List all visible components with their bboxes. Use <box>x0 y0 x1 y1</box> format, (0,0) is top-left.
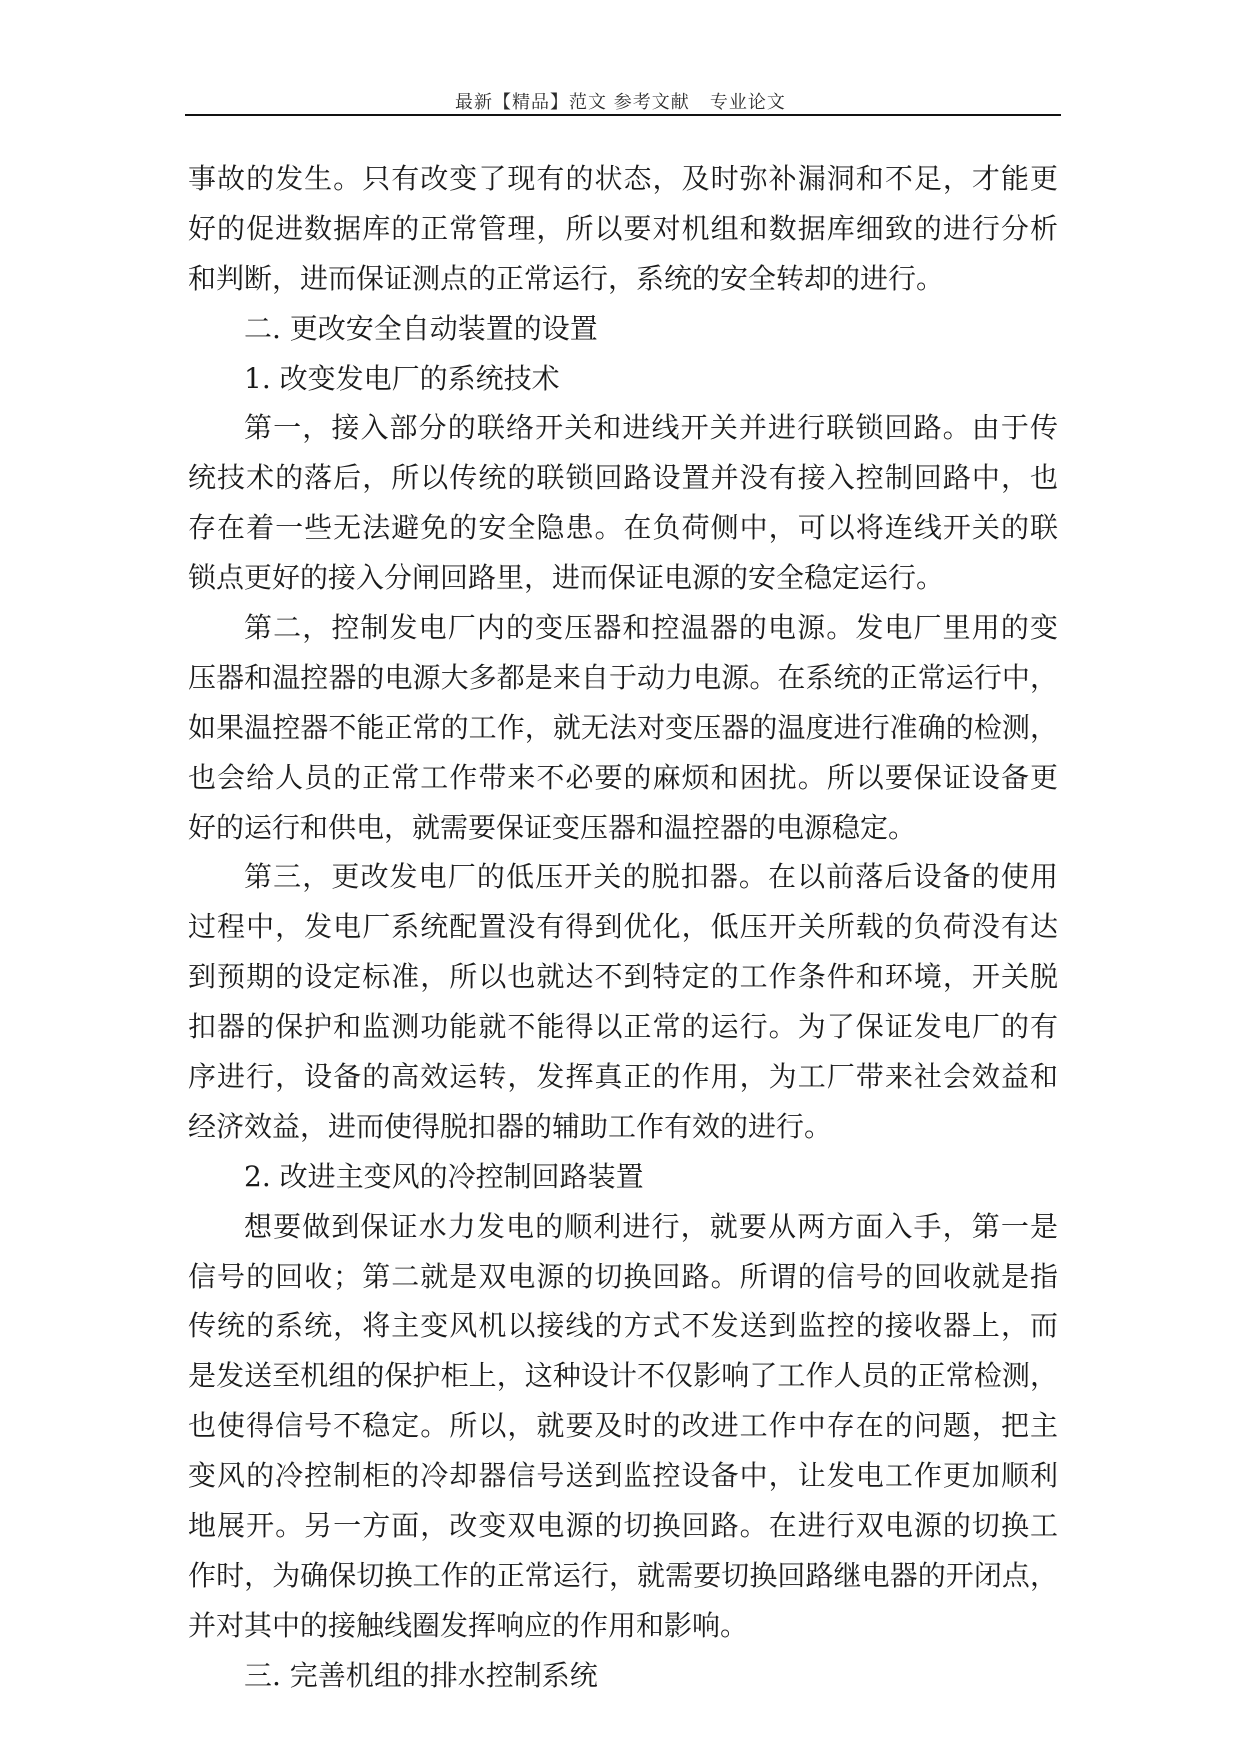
text-line: 事故的发生。只有改变了现有的状态，及时弥补漏洞和不足，才能更 <box>188 162 1058 195</box>
text-line: 好的促进数据库的正常管理，所以要对机组和数据库细致的进行分析 <box>188 211 1058 245</box>
paragraph-first-line: 第二，控制发电厂内的变压器和控温器的电源。发电厂里用的变 <box>244 611 1058 645</box>
text-line: 信号的回收；第二就是双电源的切换回路。所谓的信号的回收就是指 <box>188 1259 1058 1293</box>
section-heading: 三. 完善机组的排水控制系统 <box>244 1658 598 1692</box>
text-line: 并对其中的接触线圈发挥响应的作用和影响。 <box>188 1608 749 1642</box>
text-line: 好的运行和供电，就需要保证变压器和温控器的电源稳定。 <box>188 810 917 844</box>
document-body <box>188 154 1058 1701</box>
text-line: 经济效益，进而使得脱扣器的辅助工作有效的进行。 <box>188 1109 833 1143</box>
text-line: 序进行，设备的高效运转，发挥真正的作用，为工厂带来社会效益和 <box>188 1060 1058 1094</box>
paragraph-first-line: 第一，接入部分的联络开关和进线开关并进行联锁回路。由于传 <box>244 411 1058 445</box>
text-line: 也使得信号不稳定。所以，就要及时的改进工作中存在的问题，把主 <box>188 1409 1058 1443</box>
header-divider <box>185 114 1061 116</box>
text-line: 是发送至机组的保护柜上，这种设计不仅影响了工作人员的正常检测， <box>188 1359 1058 1393</box>
text-line: 存在着一些无法避免的安全隐患。在负荷侧中，可以将连线开关的联 <box>188 511 1058 545</box>
text-line: 也会给人员的正常工作带来不必要的麻烦和困扰。所以要保证设备更 <box>188 760 1058 794</box>
paragraph-first-line: 第三，更改发电厂的低压开关的脱扣器。在以前落后设备的使用 <box>244 860 1058 894</box>
text-line: 如果温控器不能正常的工作，就无法对变压器的温度进行准确的检测， <box>188 710 1058 744</box>
text-line: 锁点更好的接入分闸回路里，进而保证电源的安全稳定运行。 <box>188 561 945 595</box>
text-line: 统技术的落后，所以传统的联锁回路设置并没有接入控制回路中，也 <box>188 461 1058 495</box>
subsection-heading: 1. 改变发电厂的系统技术 <box>244 361 560 395</box>
text-line: 地展开。另一方面，改变双电源的切换回路。在进行双电源的切换工 <box>188 1509 1058 1543</box>
running-header: 最新【精品】范文 参考文献 专业论文 <box>455 92 786 113</box>
text-line: 变风的冷控制柜的冷却器信号送到监控设备中，让发电工作更加顺利 <box>188 1459 1058 1493</box>
paragraph-first-line: 想要做到保证水力发电的顺利进行，就要从两方面入手，第一是 <box>244 1209 1058 1243</box>
text-line: 作时，为确保切换工作的正常运行，就需要切换回路继电器的开闭点， <box>188 1558 1058 1592</box>
text-line: 压器和温控器的电源大多都是来自于动力电源。在系统的正常运行中， <box>188 660 1058 694</box>
text-line: 和判断，进而保证测点的正常运行，系统的安全转却的进行。 <box>188 261 945 295</box>
subsection-heading: 2. 改进主变风的冷控制回路装置 <box>244 1159 644 1193</box>
text-line: 扣器的保护和监测功能就不能得以正常的运行。为了保证发电厂的有 <box>188 1010 1058 1044</box>
section-heading: 二. 更改安全自动装置的设置 <box>244 311 598 345</box>
text-line: 过程中，发电厂系统配置没有得到优化，低压开关所载的负荷没有达 <box>188 910 1058 944</box>
text-line: 传统的系统，将主变风机以接线的方式不发送到监控的接收器上，而 <box>188 1309 1058 1343</box>
text-line: 到预期的设定标准，所以也就达不到特定的工作条件和环境，开关脱 <box>188 960 1058 994</box>
